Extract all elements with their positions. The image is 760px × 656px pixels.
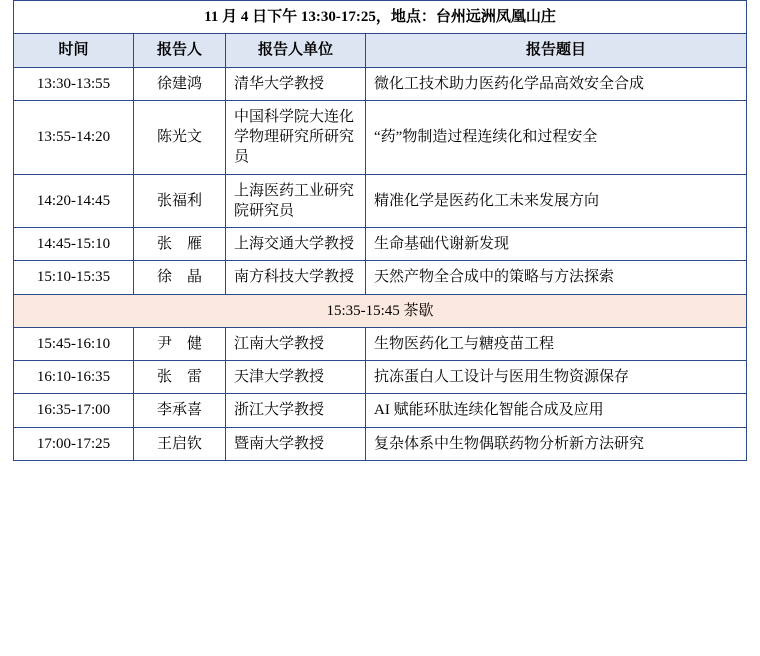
table-row [14, 261, 747, 294]
table-row [14, 427, 747, 460]
table-row [14, 100, 747, 174]
cell-affiliation: 暨南大学教授 [226, 427, 366, 460]
cell-topic: 生物医药化工与糖疫苗工程 [366, 327, 747, 360]
cell-affiliation: 天津大学教授 [226, 361, 366, 394]
column-header-topic: 报告题目 [366, 34, 747, 67]
cell-affiliation: 浙江大学教授 [226, 394, 366, 427]
cell-speaker: 李承喜 [134, 394, 226, 427]
cell-time: 13:55-14:20 [14, 100, 134, 174]
cell-speaker: 张福利 [134, 174, 226, 228]
cell-topic: AI 赋能环肽连续化智能合成及应用 [366, 394, 747, 427]
table-row [14, 174, 747, 228]
cell-time: 17:00-17:25 [14, 427, 134, 460]
cell-speaker: 徐 晶 [134, 261, 226, 294]
cell-speaker: 尹 健 [134, 327, 226, 360]
cell-time: 15:45-16:10 [14, 327, 134, 360]
schedule-table [13, 0, 747, 461]
cell-speaker: 张 雷 [134, 361, 226, 394]
column-header-speaker: 报告人 [134, 34, 226, 67]
cell-topic: 抗冻蛋白人工设计与医用生物资源保存 [366, 361, 747, 394]
table-header-row [14, 34, 747, 67]
column-header-affiliation: 报告人单位 [226, 34, 366, 67]
cell-speaker: 张 雁 [134, 228, 226, 261]
table-row [14, 361, 747, 394]
cell-time: 13:30-13:55 [14, 67, 134, 100]
title-row [14, 1, 747, 34]
cell-topic: 微化工技术助力医药化学品高效安全合成 [366, 67, 747, 100]
cell-topic: 天然产物全合成中的策略与方法探索 [366, 261, 747, 294]
cell-topic: 生命基础代谢新发现 [366, 228, 747, 261]
cell-speaker: 王启钦 [134, 427, 226, 460]
table-row [14, 327, 747, 360]
cell-time: 16:35-17:00 [14, 394, 134, 427]
table-row [14, 228, 747, 261]
cell-speaker: 徐建鸿 [134, 67, 226, 100]
cell-time: 14:45-15:10 [14, 228, 134, 261]
document-title: 11 月 4 日下午 13:30-17:25，地点：台州远洲凤凰山庄 [14, 1, 747, 34]
cell-affiliation: 中国科学院大连化学物理研究所研究员 [226, 100, 366, 174]
cell-time: 14:20-14:45 [14, 174, 134, 228]
cell-speaker: 陈光文 [134, 100, 226, 174]
cell-time: 15:10-15:35 [14, 261, 134, 294]
table-row [14, 67, 747, 100]
cell-affiliation: 清华大学教授 [226, 67, 366, 100]
column-header-time: 时间 [14, 34, 134, 67]
cell-topic: 复杂体系中生物偶联药物分析新方法研究 [366, 427, 747, 460]
cell-topic: “药”物制造过程连续化和过程安全 [366, 100, 747, 174]
table-row [14, 394, 747, 427]
cell-affiliation: 上海医药工业研究院研究员 [226, 174, 366, 228]
break-label: 15:35-15:45 茶歇 [14, 294, 747, 327]
cell-time: 16:10-16:35 [14, 361, 134, 394]
cell-affiliation: 上海交通大学教授 [226, 228, 366, 261]
break-row [14, 294, 747, 327]
cell-affiliation: 南方科技大学教授 [226, 261, 366, 294]
cell-affiliation: 江南大学教授 [226, 327, 366, 360]
cell-topic: 精准化学是医药化工未来发展方向 [366, 174, 747, 228]
